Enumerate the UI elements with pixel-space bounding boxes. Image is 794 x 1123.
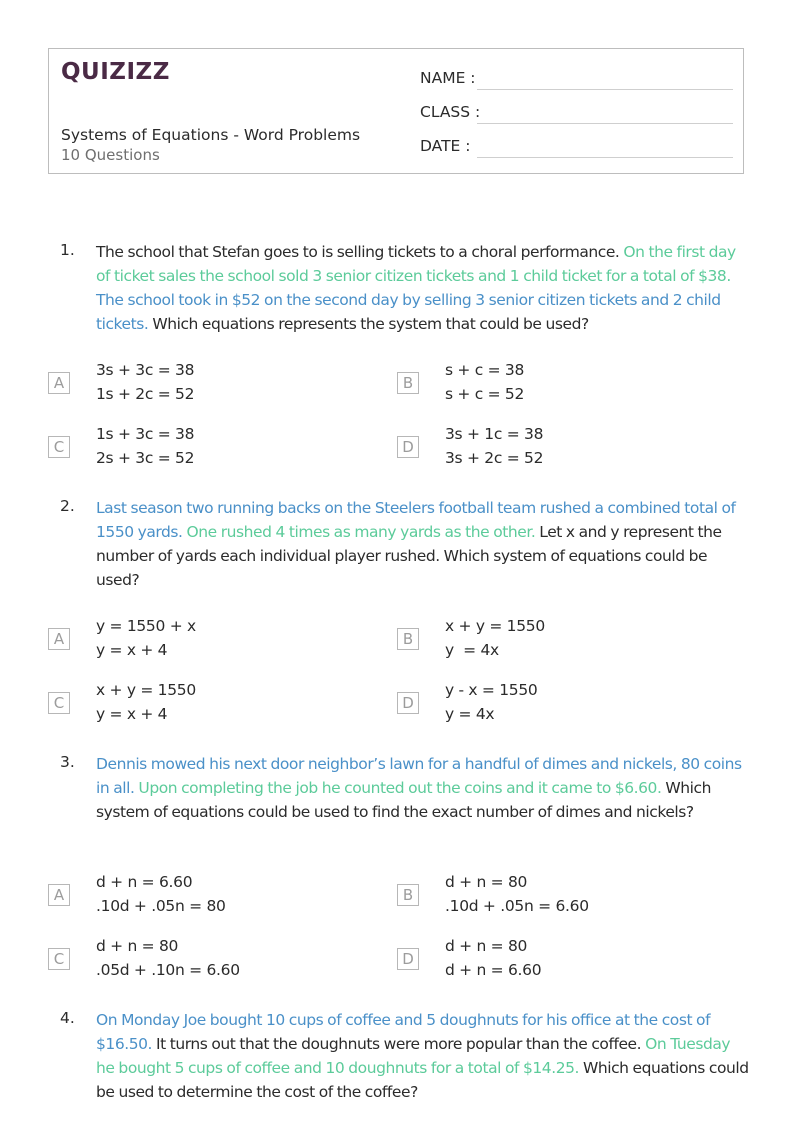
question-segment: It turns out that the doughnuts were more popular than the coffee. — [152, 1035, 646, 1053]
question-text — [96, 240, 750, 336]
option-box[interactable]: C — [48, 436, 70, 458]
worksheet-header — [48, 48, 744, 174]
question-count: 10 Questions — [61, 146, 160, 164]
question-segment: Dennis mowed his next door neighbor’s lawn for a handful of dimes and nickels, 80 coins in all. — [96, 755, 742, 797]
option-line: x + y = 1550 — [445, 617, 545, 635]
option-box[interactable]: A — [48, 884, 70, 906]
question-segment: Let x and y represent the number of yards each individual player rushed. Which system of equations could be used? — [96, 523, 722, 589]
question-text — [96, 496, 750, 592]
worksheet-title: Systems of Equations - Word Problems — [61, 126, 361, 144]
option-line: x + y = 1550 — [96, 681, 196, 699]
question-number: 3. — [60, 753, 75, 771]
option-box[interactable]: C — [48, 692, 70, 714]
question-segment: One rushed 4 times as many yards as the other. — [182, 523, 536, 541]
question-segment: Last season two running backs on the Steelers football team rushed a combined total of 1550 yards. — [96, 499, 736, 541]
option-line: s + c = 38 — [445, 361, 525, 379]
option-line: 3s + 2c = 52 — [445, 449, 544, 467]
option-line: d + n = 80 — [445, 937, 528, 955]
option-line: .05d + .10n = 6.60 — [96, 961, 240, 979]
option-line: 2s + 3c = 52 — [96, 449, 195, 467]
question-number: 2. — [60, 497, 75, 515]
option-line: d + n = 80 — [445, 873, 528, 891]
option-line: 3s + 3c = 38 — [96, 361, 195, 379]
option-box[interactable]: A — [48, 628, 70, 650]
quizizz-logo: QUIZIZZ — [61, 59, 170, 85]
option-box[interactable]: D — [397, 436, 419, 458]
option-box[interactable]: B — [397, 884, 419, 906]
question-number: 4. — [60, 1009, 75, 1027]
question-segment: The school took in $52 on the second day by selling 3 senior citizen tickets and 2 child tickets. — [96, 291, 721, 333]
name-line — [477, 89, 733, 90]
class-line — [477, 123, 733, 124]
option-line: .10d + .05n = 6.60 — [445, 897, 589, 915]
option-line: .10d + .05n = 80 — [96, 897, 226, 915]
date-line — [477, 157, 733, 158]
name-label: NAME : — [420, 69, 476, 87]
question-segment: On the first day of ticket sales the school sold 3 senior citizen tickets and 1 child ticket for a total of $38. — [96, 243, 736, 285]
question-text — [96, 752, 750, 824]
question-text — [96, 1008, 750, 1104]
question-number: 1. — [60, 241, 75, 259]
option-line: y = 4x — [445, 705, 495, 723]
option-line: d + n = 80 — [96, 937, 179, 955]
option-box[interactable]: D — [397, 692, 419, 714]
option-line: y = x + 4 — [96, 641, 168, 659]
option-line: d + n = 6.60 — [445, 961, 542, 979]
question-segment: Which equations could be used to determine the cost of the coffee? — [96, 1059, 749, 1101]
question-segment: Which system of equations could be used to find the exact number of dimes and nickels? — [96, 779, 711, 821]
option-box[interactable]: B — [397, 372, 419, 394]
question-segment: On Monday Joe bought 10 cups of coffee and 5 doughnuts for his office at the cost of $16.50. — [96, 1011, 711, 1053]
option-box[interactable]: D — [397, 948, 419, 970]
option-line: y = x + 4 — [96, 705, 168, 723]
option-line: y = 1550 + x — [96, 617, 196, 635]
option-line: d + n = 6.60 — [96, 873, 193, 891]
option-line: 1s + 2c = 52 — [96, 385, 195, 403]
option-line: y = 4x — [445, 641, 499, 659]
class-label: CLASS : — [420, 103, 481, 121]
option-line: s + c = 52 — [445, 385, 525, 403]
option-box[interactable]: C — [48, 948, 70, 970]
question-segment: Upon completing the job he counted out the coins and it came to $6.60. — [134, 779, 662, 797]
question-segment: The school that Stefan goes to is selling tickets to a choral performance. — [96, 243, 624, 261]
date-label: DATE : — [420, 137, 471, 155]
question-segment: On Tuesday he bought 5 cups of coffee and 10 doughnuts for a total of $14.25. — [96, 1035, 731, 1077]
question-segment: Which equations represents the system that could be used? — [148, 315, 589, 333]
option-box[interactable]: B — [397, 628, 419, 650]
option-line: 3s + 1c = 38 — [445, 425, 544, 443]
option-line: y - x = 1550 — [445, 681, 538, 699]
option-box[interactable]: A — [48, 372, 70, 394]
option-line: 1s + 3c = 38 — [96, 425, 195, 443]
